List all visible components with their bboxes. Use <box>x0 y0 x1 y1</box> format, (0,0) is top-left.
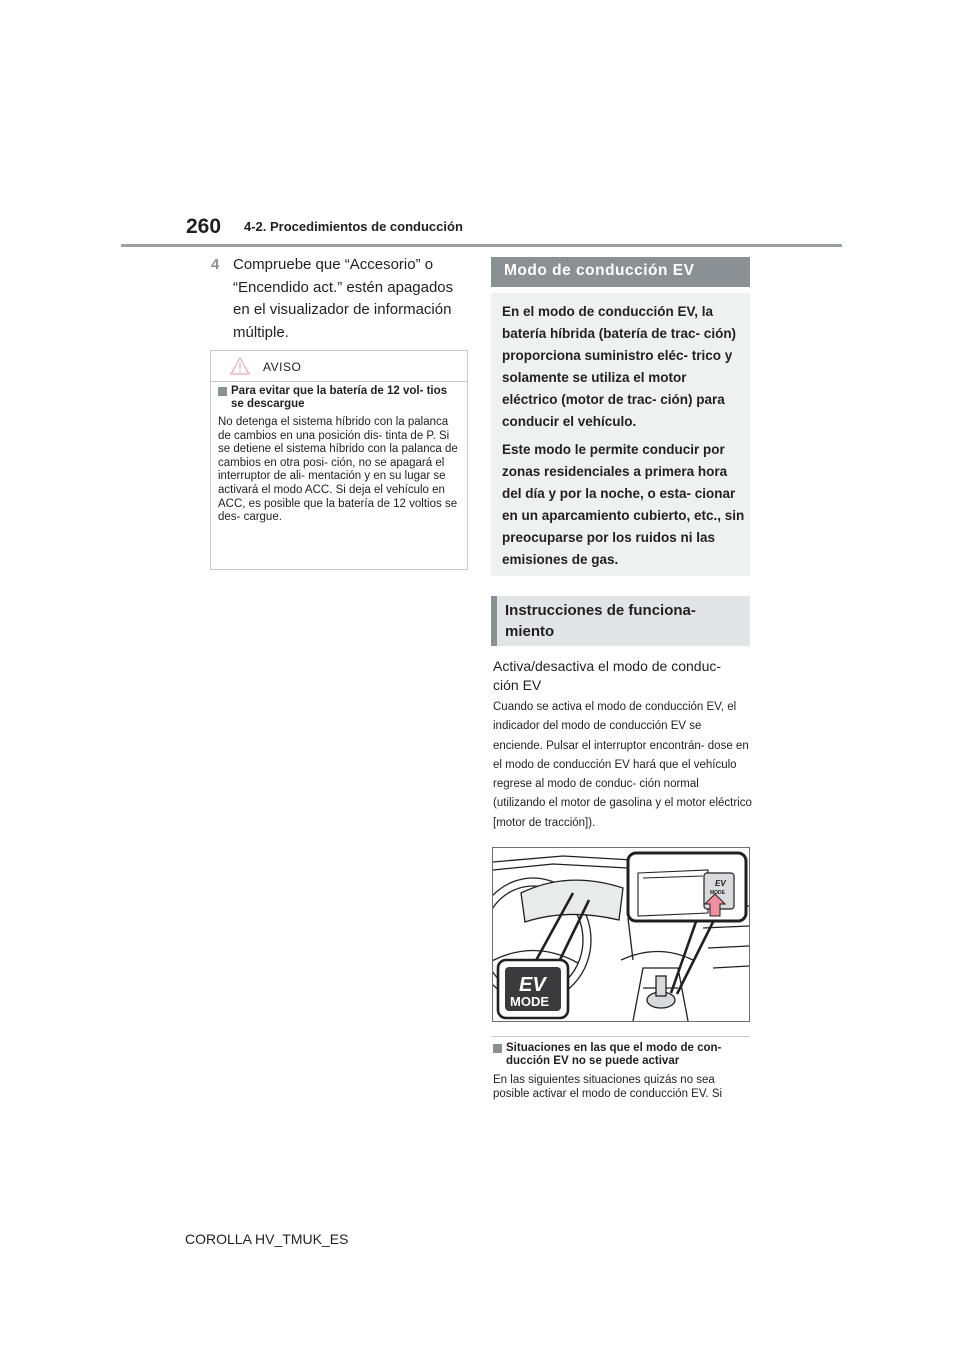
warning-box <box>210 350 468 570</box>
ev-mode-switch-illustration <box>492 847 750 1022</box>
square-bullet-icon <box>218 387 227 396</box>
instructions-subtitle: Activa/desactiva el modo de conduc- ción EV <box>493 658 722 693</box>
ev-intro-box <box>491 293 750 576</box>
header-divider <box>121 244 842 247</box>
situations-title-text: Situaciones en las que el modo de con- ducción EV no se puede activar <box>506 1042 722 1067</box>
situations-text: En las siguientes situaciones quizás no sea posible activar el modo de conducción EV. Si <box>493 1074 723 1100</box>
ev-intro-paragraph-1: En el modo de conducción EV, la batería híbrida (batería de trac- ción) proporciona suministro eléc- trico y solamente se utiliza el motor eléctrico (motor de trac- ción) para conducir el vehículo. <box>502 304 737 429</box>
badge-mode-label: MODE <box>510 994 549 1009</box>
switch-mode-label: MODE <box>710 890 725 896</box>
instructions-heading-text: Instrucciones de funciona- miento <box>505 602 696 640</box>
ev-mode-heading <box>491 257 750 287</box>
instructions-heading <box>491 596 750 646</box>
ev-mode-heading-text: Modo de conducción EV <box>504 262 695 279</box>
warning-text: No detenga el sistema híbrido con la palanca de cambios en una posición dis- tinta de P. Si se detiene el sistema híbrido con la palanca de cambios en otra posi- ción, no se apagará el interruptor de ali- mentación y en su lugar se activará el modo ACC. Si deja el vehículo en ACC, es posible que la batería de 12 voltios se des- cargue. <box>218 416 458 524</box>
step-text: Compruebe que “Accesorio” o “Encendido act.” estén apagados en el visualizador de información múltiple. <box>233 256 454 341</box>
footer-doc-id: COROLLA HV_TMUK_ES <box>185 1231 349 1247</box>
warning-triangle-icon <box>230 357 250 375</box>
section-title: 4-2. Procedimientos de conducción <box>244 219 463 234</box>
ev-intro-paragraph-2: Este modo le permite conducir por zonas residenciales a primera hora del día y por la noche, o esta- cionar en un aparcamiento cubierto, etc., sin preocuparse por los ruidos ni las emisiones de gas. <box>502 442 745 567</box>
switch-ev-label: EV <box>715 879 726 888</box>
step-number: 4 <box>211 256 220 273</box>
warning-title <box>218 385 461 411</box>
page-number: 260 <box>186 215 222 238</box>
warning-title-text: Para evitar que la batería de 12 vol- tios se descargue <box>231 385 448 410</box>
heading-accent-bar <box>491 596 497 646</box>
warning-header <box>211 351 467 382</box>
situations-title <box>493 1042 750 1068</box>
instructions-text: Cuando se activa el modo de conducción EV, el indicador del modo de conducción EV se enciende. Pulsar el interruptor encontrán- dose en el modo de conducción EV hará que el vehículo regrese al modo de conduc- ción normal (utilizando el motor de gasolina y el motor eléctrico [motor de tracción]). <box>493 701 752 829</box>
warning-label: AVISO <box>263 360 302 374</box>
square-bullet-icon <box>493 1044 502 1053</box>
badge-ev-label: EV <box>519 974 546 996</box>
dashboard-drawing <box>493 848 749 1021</box>
section-divider <box>491 1036 750 1037</box>
